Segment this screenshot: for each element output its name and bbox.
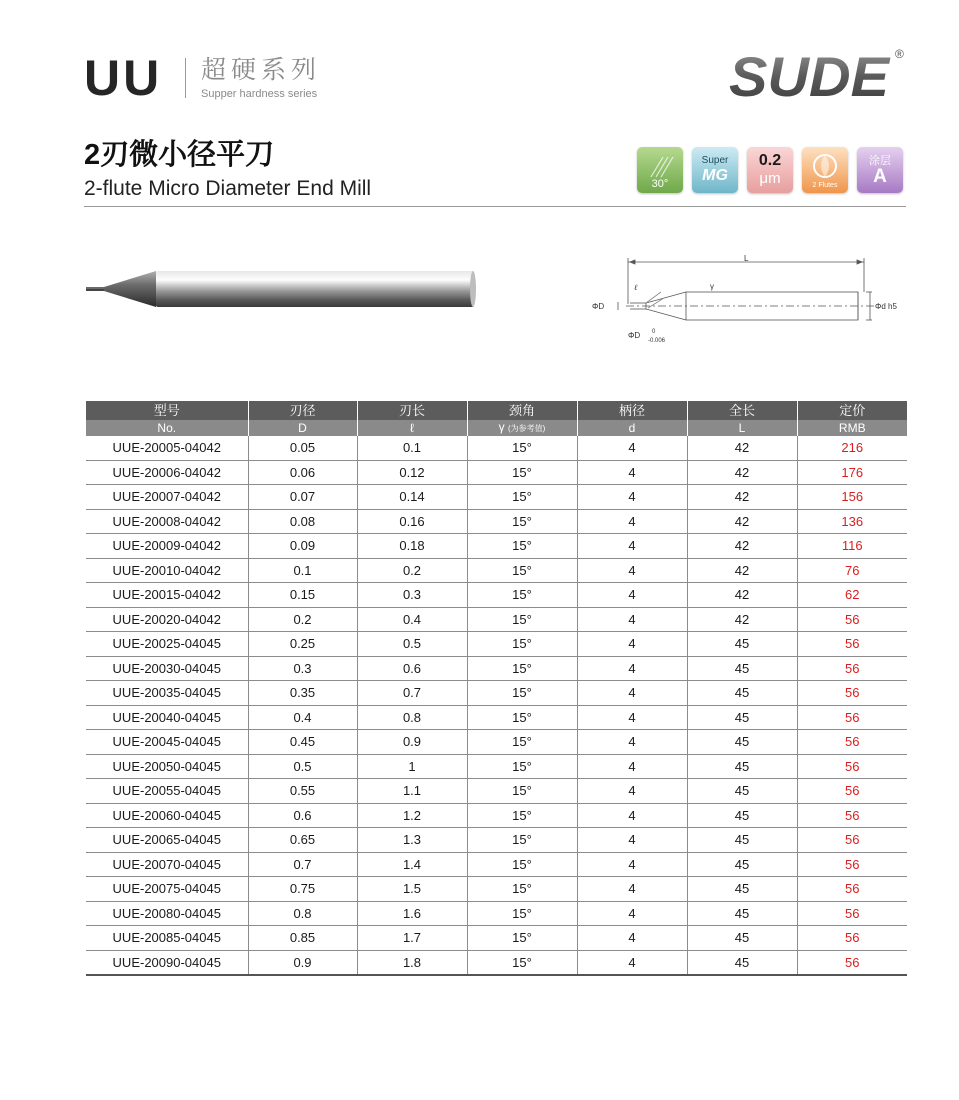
two-flute-icon	[802, 147, 848, 193]
cut-diameter-cell: 0.6	[248, 803, 357, 828]
neck-angle-cell: 15°	[467, 852, 577, 877]
cut-length-cell: 0.1	[357, 436, 467, 460]
cut-diameter-cell: 0.35	[248, 681, 357, 706]
overall-length-cell: 45	[687, 705, 797, 730]
shank-diameter-cell: 4	[577, 558, 687, 583]
table-row	[86, 558, 907, 583]
cut-length-cell: 0.18	[357, 534, 467, 559]
price-cell: 76	[797, 558, 907, 583]
col-header-cut-diameter: 刃径	[248, 401, 357, 420]
cut-diameter-cell: 0.7	[248, 852, 357, 877]
shank-diameter-cell: 4	[577, 852, 687, 877]
model-cell: UUE-20065-04045	[86, 828, 248, 853]
cut-diameter-cell: 0.1	[248, 558, 357, 583]
precision-unit: μm	[759, 170, 781, 187]
shank-diameter-cell: 4	[577, 950, 687, 975]
cut-length-cell: 0.3	[357, 583, 467, 608]
shank-diameter-cell: 4	[577, 803, 687, 828]
price-cell: 56	[797, 681, 907, 706]
overall-length-cell: 45	[687, 632, 797, 657]
table-row	[86, 950, 907, 975]
model-cell: UUE-20007-04042	[86, 485, 248, 510]
neck-angle-cell: 15°	[467, 509, 577, 534]
overall-length-cell: 42	[687, 607, 797, 632]
shank-diameter-cell: 4	[577, 828, 687, 853]
model-cell: UUE-20008-04042	[86, 509, 248, 534]
price-cell: 176	[797, 460, 907, 485]
coating-grade: A	[873, 166, 887, 187]
series-name-cn: 超硬系列	[201, 56, 322, 84]
col-subheader-cut-diameter: D	[248, 420, 357, 436]
gamma-symbol: γ	[498, 420, 505, 434]
cut-length-cell: 1.8	[357, 950, 467, 975]
neck-angle-cell: 15°	[467, 901, 577, 926]
cut-length-cell: 0.9	[357, 730, 467, 755]
table-row	[86, 485, 907, 510]
model-cell: UUE-20080-04045	[86, 901, 248, 926]
cut-diameter-cell: 0.45	[248, 730, 357, 755]
model-cell: UUE-20045-04045	[86, 730, 248, 755]
price-cell: 56	[797, 901, 907, 926]
shank-diameter-cell: 4	[577, 681, 687, 706]
overall-length-cell: 45	[687, 877, 797, 902]
super-label: Super	[701, 155, 729, 166]
neck-angle-cell: 15°	[467, 681, 577, 706]
cut-diameter-cell: 0.85	[248, 926, 357, 951]
overall-length-cell: 42	[687, 558, 797, 583]
cut-length-cell: 1.7	[357, 926, 467, 951]
shank-diameter-cell: 4	[577, 534, 687, 559]
price-cell: 56	[797, 656, 907, 681]
table-row	[86, 705, 907, 730]
shank-diameter-cell: 4	[577, 779, 687, 804]
col-subheader-overall-length: L	[687, 420, 797, 436]
cut-diameter-cell: 0.2	[248, 607, 357, 632]
shank-diameter-cell: 4	[577, 485, 687, 510]
col-subheader-neck-angle	[467, 420, 577, 436]
cut-diameter-cell: 0.4	[248, 705, 357, 730]
neck-angle-cell: 15°	[467, 656, 577, 681]
neck-angle-label: γ	[710, 282, 714, 291]
shank-diameter-cell: 4	[577, 754, 687, 779]
shank-diameter-cell: 4	[577, 705, 687, 730]
neck-angle-cell: 15°	[467, 730, 577, 755]
cut-diameter-cell: 0.8	[248, 901, 357, 926]
cutting-diameter-label: ΦD	[592, 302, 605, 311]
table-row	[86, 926, 907, 951]
col-header-price: 定价	[797, 401, 907, 420]
col-header-neck-angle: 颈角	[467, 401, 577, 420]
specification-table	[86, 401, 907, 976]
shank-diameter-cell: 4	[577, 607, 687, 632]
neck-angle-cell: 15°	[467, 828, 577, 853]
price-cell: 56	[797, 877, 907, 902]
col-header-cut-length: 刃长	[357, 401, 467, 420]
model-cell: UUE-20050-04045	[86, 754, 248, 779]
neck-angle-cell: 15°	[467, 534, 577, 559]
overall-length-cell: 42	[687, 485, 797, 510]
overall-length-cell: 45	[687, 852, 797, 877]
overall-length-cell: 42	[687, 583, 797, 608]
shank-diameter-cell: 4	[577, 926, 687, 951]
table-row	[86, 632, 907, 657]
price-cell: 62	[797, 583, 907, 608]
price-cell: 116	[797, 534, 907, 559]
table-row	[86, 779, 907, 804]
cut-diameter-cell: 0.5	[248, 754, 357, 779]
model-cell: UUE-20015-04042	[86, 583, 248, 608]
cut-diameter-cell: 0.07	[248, 485, 357, 510]
price-cell: 56	[797, 926, 907, 951]
cut-length-cell: 0.6	[357, 656, 467, 681]
cut-length-cell: 0.2	[357, 558, 467, 583]
table-row	[86, 460, 907, 485]
helix-angle-label: 30°	[651, 178, 669, 190]
cut-length-cell: 1.6	[357, 901, 467, 926]
neck-angle-cell: 15°	[467, 632, 577, 657]
neck-angle-cell: 15°	[467, 926, 577, 951]
brand-logo	[729, 44, 911, 104]
price-cell: 56	[797, 754, 907, 779]
length-label: L	[744, 254, 749, 263]
model-cell: UUE-20075-04045	[86, 877, 248, 902]
tolerance-label: ΦD	[628, 331, 641, 340]
model-cell: UUE-20070-04045	[86, 852, 248, 877]
shank-diameter-cell: 4	[577, 877, 687, 902]
table-row	[86, 534, 907, 559]
neck-angle-cell: 15°	[467, 779, 577, 804]
price-cell: 56	[797, 632, 907, 657]
coating-icon	[857, 147, 903, 193]
model-cell: UUE-20060-04045	[86, 803, 248, 828]
table-row	[86, 436, 907, 460]
product-title-cn: 2刃微小径平刀	[84, 139, 275, 171]
cut-length-cell: 0.14	[357, 485, 467, 510]
flute-length-label: ℓ	[634, 283, 638, 292]
cut-diameter-cell: 0.05	[248, 436, 357, 460]
table-row	[86, 803, 907, 828]
price-cell: 56	[797, 950, 907, 975]
overall-length-cell: 45	[687, 828, 797, 853]
cut-length-cell: 1.4	[357, 852, 467, 877]
table-row	[86, 681, 907, 706]
table-row	[86, 877, 907, 902]
registered-mark: ®	[895, 47, 904, 61]
model-cell: UUE-20005-04042	[86, 436, 248, 460]
price-cell: 136	[797, 509, 907, 534]
end-mill-image	[84, 266, 476, 312]
feature-badges	[637, 147, 903, 193]
price-cell: 156	[797, 485, 907, 510]
neck-angle-cell: 15°	[467, 705, 577, 730]
model-cell: UUE-20035-04045	[86, 681, 248, 706]
table-row	[86, 583, 907, 608]
model-cell: UUE-20020-04042	[86, 607, 248, 632]
cut-diameter-cell: 0.08	[248, 509, 357, 534]
shank-diameter-cell: 4	[577, 632, 687, 657]
shank-diameter-cell: 4	[577, 460, 687, 485]
shank-diameter-cell: 4	[577, 901, 687, 926]
overall-length-cell: 45	[687, 950, 797, 975]
series-divider	[185, 58, 186, 98]
cut-length-cell: 0.7	[357, 681, 467, 706]
cut-length-cell: 1	[357, 754, 467, 779]
table-row	[86, 852, 907, 877]
neck-angle-cell: 15°	[467, 460, 577, 485]
series-name-en: Supper hardness series	[201, 88, 318, 100]
table-row	[86, 828, 907, 853]
cut-length-cell: 0.5	[357, 632, 467, 657]
cut-diameter-cell: 0.09	[248, 534, 357, 559]
price-cell: 56	[797, 852, 907, 877]
neck-angle-cell: 15°	[467, 754, 577, 779]
neck-angle-cell: 15°	[467, 950, 577, 975]
overall-length-cell: 42	[687, 509, 797, 534]
price-cell: 56	[797, 607, 907, 632]
table-row	[86, 901, 907, 926]
overall-length-cell: 42	[687, 534, 797, 559]
dimension-drawing	[586, 250, 916, 350]
shank-diameter-cell: 4	[577, 436, 687, 460]
neck-angle-cell: 15°	[467, 583, 577, 608]
mg-label: MG	[702, 167, 728, 184]
overall-length-cell: 45	[687, 730, 797, 755]
precision-icon	[747, 147, 793, 193]
table-row	[86, 656, 907, 681]
overall-length-cell: 42	[687, 436, 797, 460]
cut-diameter-cell: 0.25	[248, 632, 357, 657]
neck-angle-cell: 15°	[467, 803, 577, 828]
model-cell: UUE-20090-04045	[86, 950, 248, 975]
price-cell: 56	[797, 730, 907, 755]
model-cell: UUE-20009-04042	[86, 534, 248, 559]
table-body	[86, 436, 907, 975]
brand-wordmark: SUDE	[729, 45, 891, 104]
table-row	[86, 754, 907, 779]
col-header-overall-length: 全长	[687, 401, 797, 420]
cut-length-cell: 0.8	[357, 705, 467, 730]
title-rule	[84, 206, 906, 207]
product-title-en: 2-flute Micro Diameter End Mill	[84, 177, 372, 200]
shank-diameter-cell: 4	[577, 730, 687, 755]
neck-angle-cell: 15°	[467, 558, 577, 583]
col-header-shank-diameter: 柄径	[577, 401, 687, 420]
cut-length-cell: 0.4	[357, 607, 467, 632]
overall-length-cell: 45	[687, 779, 797, 804]
cut-length-cell: 0.12	[357, 460, 467, 485]
gamma-note: (为参考值)	[508, 424, 546, 433]
shank-diameter-label: Φd h5	[875, 302, 897, 311]
cut-diameter-cell: 0.55	[248, 779, 357, 804]
table-row	[86, 730, 907, 755]
model-cell: UUE-20085-04045	[86, 926, 248, 951]
overall-length-cell: 45	[687, 656, 797, 681]
price-cell: 216	[797, 436, 907, 460]
table-row	[86, 509, 907, 534]
header-row-en	[86, 420, 907, 436]
precision-value: 0.2	[758, 152, 782, 169]
col-header-model: 型号	[86, 401, 248, 420]
header-row-cn	[86, 401, 907, 420]
neck-angle-cell: 15°	[467, 607, 577, 632]
cut-length-cell: 1.2	[357, 803, 467, 828]
cut-diameter-cell: 0.9	[248, 950, 357, 975]
neck-angle-cell: 15°	[467, 877, 577, 902]
shank-diameter-cell: 4	[577, 656, 687, 681]
overall-length-cell: 45	[687, 901, 797, 926]
price-cell: 56	[797, 779, 907, 804]
cut-length-cell: 1.3	[357, 828, 467, 853]
neck-angle-cell: 15°	[467, 485, 577, 510]
cut-diameter-cell: 0.06	[248, 460, 357, 485]
overall-length-cell: 45	[687, 754, 797, 779]
col-subheader-price: RMB	[797, 420, 907, 436]
overall-length-cell: 42	[687, 460, 797, 485]
overall-length-cell: 45	[687, 926, 797, 951]
flute-count-label: 2 Flutes	[812, 182, 838, 189]
tolerance-upper: 0	[652, 329, 656, 335]
price-cell: 56	[797, 705, 907, 730]
cut-length-cell: 0.16	[357, 509, 467, 534]
table-row	[86, 607, 907, 632]
col-subheader-cut-length: ℓ	[357, 420, 467, 436]
super-mg-icon	[692, 147, 738, 193]
cut-length-cell: 1.1	[357, 779, 467, 804]
overall-length-cell: 45	[687, 803, 797, 828]
model-cell: UUE-20030-04045	[86, 656, 248, 681]
price-cell: 56	[797, 803, 907, 828]
cut-diameter-cell: 0.3	[248, 656, 357, 681]
cut-diameter-cell: 0.65	[248, 828, 357, 853]
cut-length-cell: 1.5	[357, 877, 467, 902]
model-cell: UUE-20055-04045	[86, 779, 248, 804]
neck-angle-cell: 15°	[467, 436, 577, 460]
cut-diameter-cell: 0.15	[248, 583, 357, 608]
shank-diameter-cell: 4	[577, 509, 687, 534]
shank-diameter-cell: 4	[577, 583, 687, 608]
overall-length-cell: 45	[687, 681, 797, 706]
tolerance-lower: -0.006	[648, 338, 666, 344]
cut-diameter-cell: 0.75	[248, 877, 357, 902]
col-subheader-shank-diameter: d	[577, 420, 687, 436]
model-cell: UUE-20010-04042	[86, 558, 248, 583]
series-code: UU	[84, 50, 163, 106]
model-cell: UUE-20040-04045	[86, 705, 248, 730]
model-cell: UUE-20006-04042	[86, 460, 248, 485]
col-subheader-model: No.	[86, 420, 248, 436]
model-cell: UUE-20025-04045	[86, 632, 248, 657]
coating-label: 涂层	[869, 155, 891, 167]
price-cell: 56	[797, 828, 907, 853]
helix-30-icon	[637, 147, 683, 193]
